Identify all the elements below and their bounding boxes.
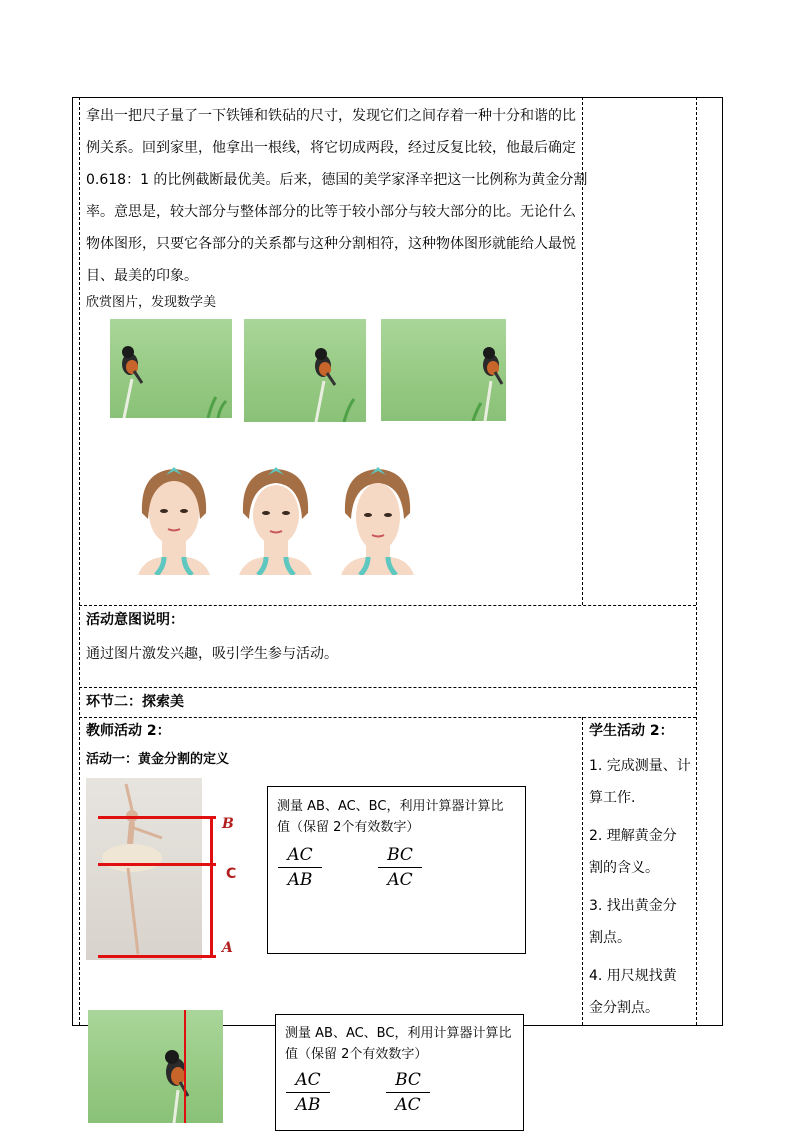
fraction-denominator: AC [395,1095,421,1115]
intro-line: 0.618：1 的比例截断最优美。后来，德国的美学家泽辛把这一比例称为黄金分割 [86,172,588,188]
fraction-numerator: AC [286,1070,330,1093]
measure-box-1-line2: 值（保留 2个有效数字） [277,820,420,835]
point-label-c: C [226,866,237,882]
fraction-denominator: AC [387,870,413,890]
table-left-border [72,97,73,1025]
fraction-denominator: AB [287,870,313,890]
student-heading: 学生活动 2： [589,723,674,739]
intent-heading: 活动意图说明： [86,612,184,628]
column-divider-bottom [582,717,583,1025]
fraction-ac-ab [286,1070,330,1115]
face-illustration-1 [134,463,216,575]
point-label-b: B [222,816,234,832]
row-divider-2 [79,687,696,688]
appreciate-caption: 欣赏图片，发现数学美 [86,295,217,310]
table-top-border [72,97,723,98]
bird-photo-3 [381,319,506,421]
golden-line-vertical [210,816,213,958]
teacher-heading: 教师活动 2： [86,723,171,739]
intro-paragraph [86,100,588,292]
fraction-numerator: AC [278,845,322,868]
point-label-a: A [222,940,233,956]
row-divider-1 [79,605,696,606]
activity1-title: 活动一：黄金分割的定义 [86,752,230,767]
row-divider-3 [79,717,696,718]
student-line: 割的含义。 [589,860,659,876]
fraction-numerator: BC [378,845,422,868]
golden-line-bird [184,1010,186,1123]
intro-line: 拿出一把尺子量了一下铁锤和铁砧的尺寸，发现它们之间存着一种十分和谐的比 [86,108,576,124]
bird-photo-2 [244,319,366,422]
fraction-bc-ac [378,845,422,890]
intent-body: 通过图片激发兴趣，吸引学生参与活动。 [86,646,338,662]
fraction-bc-ac [386,1070,430,1115]
golden-line-mid [98,863,216,866]
measure-box-2-line1: 测量 AB、AC、BC，利用计算器计算比 [285,1026,512,1041]
student-line: 3. 找出黄金分 [589,898,677,914]
measure-box-2-line2: 值（保留 2个有效数字） [285,1047,428,1062]
golden-line-top [98,816,216,819]
student-line: 割点。 [589,930,631,946]
student-line: 2. 理解黄金分 [589,828,677,844]
bird-photo-1 [110,319,232,418]
measure-box-1 [267,786,526,954]
intro-line: 物体图形，只要它各部分的关系都与这种分割相符，这种物体图形就能给人最悦 [86,236,576,252]
golden-line-bottom [98,955,216,958]
fraction-numerator: BC [386,1070,430,1093]
student-line: 算工作. [589,790,636,806]
inner-right-dashed [696,97,697,1025]
fraction-denominator: AB [295,1095,321,1115]
inner-left-dashed [79,97,80,1025]
intro-line: 目、最美的印象。 [86,268,198,284]
measure-box-2 [275,1014,524,1131]
ballerina-photo [86,778,202,960]
intro-line: 率。意思是，较大部分与整体部分的比等于较小部分与较大部分的比。无论什么 [86,204,576,220]
intro-line: 例关系。回到家里，他拿出一根线，将它切成两段，经过反复比较，他最后确定 [86,140,576,156]
face-illustration-2 [235,463,318,575]
table-right-border [722,97,723,1025]
section2-heading: 环节二：探索美 [86,694,184,710]
bird-photo-golden [88,1010,223,1123]
student-line: 4. 用尺规找黄 [589,968,677,984]
fraction-ac-ab [278,845,322,890]
student-line: 金分割点。 [589,1000,659,1016]
student-line: 1. 完成测量、计 [589,758,691,774]
face-illustration-3 [337,463,420,575]
measure-box-1-line1: 测量 AB、AC、BC，利用计算器计算比 [277,799,504,814]
